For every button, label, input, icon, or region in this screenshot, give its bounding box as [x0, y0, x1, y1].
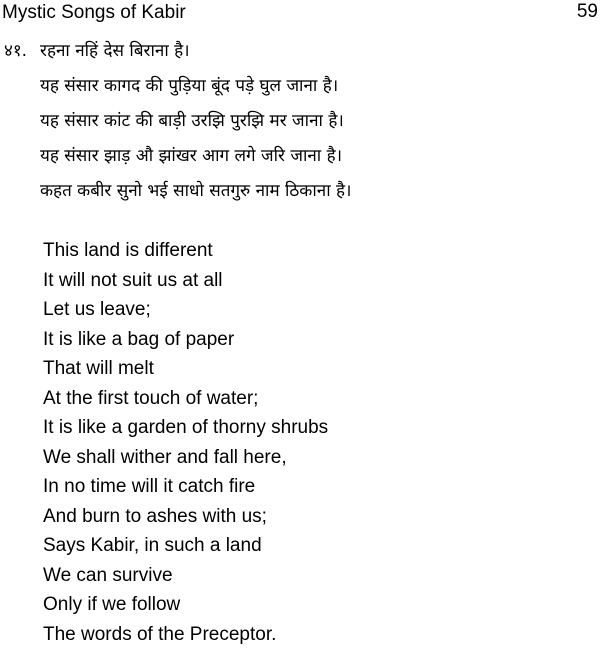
translation-line: We shall wither and fall here, [43, 443, 583, 473]
translation-line: It is like a bag of paper [43, 325, 583, 355]
translation-line: Only if we follow [43, 590, 583, 620]
translation-line: And burn to ashes with us; [43, 502, 583, 532]
hindi-line-text: कहत कबीर सुनो भई साधो सतगुरु नाम ठिकाना है। [40, 174, 351, 209]
hindi-line [4, 104, 594, 139]
hindi-line [4, 139, 594, 174]
translation-line: Says Kabir, in such a land [43, 531, 583, 561]
translation-line: It is like a garden of thorny shrubs [43, 413, 583, 443]
verse-number: ४१. [4, 34, 40, 69]
hindi-line-text: रहना नहिं देस बिराना है। [40, 34, 190, 69]
translation-line: We can survive [43, 561, 583, 591]
translation-line: It will not suit us at all [43, 266, 583, 296]
hindi-verse [4, 34, 594, 209]
english-translation [43, 236, 583, 649]
hindi-line-text: यह संसार झाड़ औ झांखर आग लगे जरि जाना है। [40, 139, 342, 174]
book-title: Mystic Songs of Kabir [2, 1, 186, 25]
hindi-line [4, 34, 594, 69]
translation-line: That will melt [43, 354, 583, 384]
translation-line: Let us leave; [43, 295, 583, 325]
translation-line: The words of the Preceptor. [43, 620, 583, 649]
translation-line: This land is different [43, 236, 583, 266]
hindi-line [4, 174, 594, 209]
hindi-line [4, 69, 594, 104]
translation-line: At the first touch of water; [43, 384, 583, 414]
hindi-line-text: यह संसार कांट की बाड़ी उरझि पुरझि मर जाना है। [40, 104, 344, 139]
page-number: 59 [577, 0, 598, 24]
translation-line: In no time will it catch fire [43, 472, 583, 502]
page-header [0, 0, 600, 28]
hindi-line-text: यह संसार कागद की पुड़िया बूंद पड़े घुल जाना है। [40, 69, 338, 104]
